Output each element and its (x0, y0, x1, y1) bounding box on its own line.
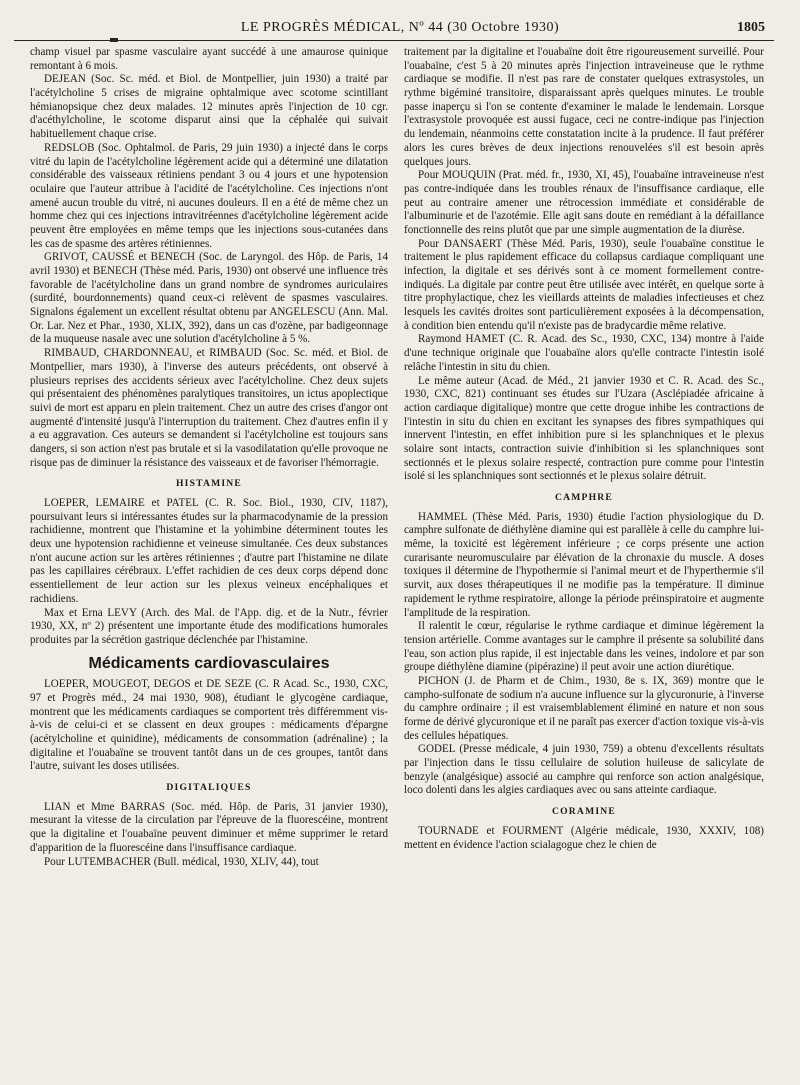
paragraph: Raymond HAMET (C. R. Acad. des Sc., 1930, CXC, 134) montre à l'aide d'une technique originale que l'ouabaïne alors qu'elle contracte l'intestin isolé relâche l'intestin in situ du chien. (404, 333, 764, 373)
paragraph: Le même auteur (Acad. de Méd., 21 janvier 1930 et C. R. Acad. des Sc., 1930, CXC, 821) continuant ses études sur l'Uzara (Asclépiadée africaine à action cardiaque digitalique) montre que cette drogue inhibe les contractions de l'intestin in situ du chien en excitant les synapses des fibres sympathiques qui innervent l'intestin, en effet inhibition pure si les splanchniques et le plexus solaire sont intacts, contraction suivie d'inhibition si les splanchniques sont sectionnés et le plexus solaire respecté, contraction pure comme pour l'intestin isolé si les splanchniques sont sectionnés et le plexus solaire détruit. (404, 374, 764, 483)
paragraph: GRIVOT, CAUSSÉ et BENECH (Soc. de Laryngol. des Hôp. de Paris, 14 avril 1930) et BENECH (Thèse méd. Paris, 1930) ont observé une influence très favorable de l'acétylcholine dans un grand nombre de syndromes auriculaires (surdité, bourdonnements) quand ceux-ci relèvent de spasmes vasculaires. Signalons également un excellent résultat obtenu par ANGELESCU (Ann. Mal. Or. Lar. Nez et Phar., 1930, XLIX, 392), dans un cas d'ozène, par badigeonnage de la muqueuse nasale avec une solution d'acétylcholine à 5 %. (30, 251, 388, 346)
paragraph: Pour DANSAERT (Thèse Méd. Paris, 1930), seule l'ouabaïne constitue le traitement le plus rapidement efficace du collapsus cardiaque compliquant une infection, la digitale et ses dérivés sont à ce moment formellement contre-indiqués. La digitale par contre peut être utilisée avec intérêt, en quelque sorte à titre prophylactique, chez les vieillards atteints de maladies infectieuses et chez lesquels les cavités droites sont particulièrement exposées à la décompensation, à condition bien entendu qu'il n'existe pas de bradycardie même relative. (404, 237, 764, 332)
paragraph: Pour MOUQUIN (Prat. méd. fr., 1930, XI, 45), l'ouabaïne intraveineuse n'est pas contre-indiquée dans les troubles rénaux de l'insuffisance cardiaque, elle peut au contraire amener une rétrocession immédiate et considérable de l'albuminurie et de l'azotémie. Elle agit sans doute en remédiant à la défaillance fonctionnelle des reins plutôt que par une simple augmentation de la diurèse. (404, 169, 764, 236)
header-rule (14, 40, 774, 41)
paragraph: DEJEAN (Soc. Sc. méd. et Biol. de Montpellier, juin 1930) a traité par l'acétylcholine 5 crises de migraine ophtalmique avec scotome scintillant hémianopsique chez deux malades. 12 minutes après l'injection de 10 cgr. d'acéthylcholine, le scotome disparut ainsi que la céphalée qui suivait habituellement chaque crise. (30, 73, 388, 141)
section-heading-histamine: HISTAMINE (175, 478, 243, 490)
paragraph: LOEPER, LEMAIRE et PATEL (C. R. Soc. Biol., 1930, CIV, 1187), poursuivant leurs si intéressantes études sur la pharmacodynamie de la pression rachidienne, montrent que l'histamine et la yohimbine déterminent toutes les deux une hypotension rachidienne et veineuse simultanée. Ces deux substances n'ont aucune action sur les artères rétiniennes ; d'autre part l'histamine ne dilate pas les capillaires cérébraux. L'effet rachidien de ces deux corps dépend donc essentiellement de leur action sur les plexus veineux encéphaliques et rachidiens. (30, 497, 388, 605)
paragraph: LIAN et Mme BARRAS (Soc. méd. Hôp. de Paris, 31 janvier 1930), mesurant la vitesse de la circulation par l'épreuve de la fluorescéine, montrent que la digitaline et l'ouabaïne peuvent diminuer et même supprimer le retard d'apparition de la fluorescéine dans l'insuffisance cardiaque. (30, 800, 388, 854)
paragraph: Max et Erna LEVY (Arch. des Mal. de l'App. dig. et de la Nutr., février 1930, XX, nº 2) présentent une importante étude des modifications humorales produites par la sécrétion gastrique déclenchée par l'histamine. (30, 606, 388, 646)
paragraph: LOEPER, MOUGEOT, DEGOS et DE SEZE (C. R Acad. Sc., 1930, CXC, 97 et Progrès méd., 24 mai 1930, 908), étudiant le glycogène cardiaque, montrent que les médicaments cardiaques se comportent très différemment vis-à-vis de celui-ci et se classent en deux groupes : médicaments d'épargne (acétylcholine et quinidine), médicaments de consommation (adrénaline) ; la digitaline et l'ouabaïne se trouvent tantôt dans un de ces groupes, tantôt dans l'autre, suivant les doses utilisées. (30, 678, 388, 773)
left-column (30, 46, 388, 1076)
paragraph: RIMBAUD, CHARDONNEAU, et RIMBAUD (Soc. Sc. méd. et Biol. de Montpellier, mars 1930), à l'inverse des auteurs précédents, ont observé à plusieurs reprises des accidents sérieux avec l'acétylcholine. Chez deux sujets qui présentaient des phénomènes paralytiques transitoires, un ictus apoplectique suivi de mort est apparu en plein traitement. Chez un autre des crises d'angor ont augmenté d'intensité jusqu'à l'interruption du traitement. Chez d'autres enfin il y a eu aggravation. Ces auteurs se demandent si l'acétylcholine est toujours sans dangers, si son action n'est pas brutale et si la vasodilatation qu'elle provoque ne risque pas de diminuer la résistance des vaisseaux et de favoriser l'hémorragie. (30, 347, 388, 469)
paragraph: Il ralentit le cœur, régularise le rythme cardiaque et diminue légèrement la tension artérielle. Comme avantages sur le camphre il présente sa solubilité dans l'eau, son action plus rapide, il est injectable dans les veines, indolore et par son groupe diéthylène diamine (pipérazine) il peut avoir une action diurétique. (404, 620, 764, 674)
header-rule-mark (110, 38, 118, 42)
paragraph: champ visuel par spasme vasculaire ayant succédé à une amaurose quinique remontant à 6 mois. (30, 46, 388, 72)
paragraph: traitement par la digitaline et l'ouabaïne doit être rigoureusement surveillé. Pour l'ouabaïne, c'est 5 à 20 minutes après l'injection intraveineuse que le rythme cardiaque se modifie. Il n'est pas rare de constater quelques extrasystoles, un rythme bigéminé transitoire, disparaissant après quelques minutes. Le trouble passe inaperçu si l'on se contente d'examiner le malade le lendemain. Lorsque l'extrasystole provoquée est aussi fugace, ceci ne contre-indique pas l'injection du lendemain, néanmoins cette constatation incite à la prudence. Il faut préférer alors les cures brèves de deux injections renouvelées s'il est besoin après quelques jours. (404, 46, 764, 168)
journal-title: LE PROGRÈS MÉDICAL, Nº 44 (30 Octobre 1930) (240, 20, 560, 35)
paragraph: PICHON (J. de Pharm et de Chim., 1930, 8e s. IX, 369) montre que le campho-sulfonate de sodium n'a aucune influence sur la glycuronurie, à l'inverse du camphre ordinaire ; il est vraisemblablement éliminé en nature et non sous forme de dérivé glycuronique et il ne paraît pas exercer d'action toxique vis-à-vis des cellules hépatiques. (404, 674, 764, 742)
section-heading-coramine: CORAMINE (552, 806, 616, 818)
page-number: 1805 (737, 20, 765, 35)
running-header (0, 0, 800, 34)
section-heading-digitaliques: DIGITALIQUES (166, 782, 252, 794)
paragraph: HAMMEL (Thèse Méd. Paris, 1930) étudie l'action physiologique du D. camphre sulfonate de diéthylène diamine qui est parallèle à celle du camphre lui-même, la toxicité est légèrement inférieure ; ce corps présente une action curarisante neuromusculaire par élévation de la chronaxie du muscle. A doses toxiques il détermine de l'hypothermie si l'animal meurt et de l'hyperthermie s'il survit, aux doses thérapeutiques il ne modifie pas la température. Il diminue rapidement le rythme respiratoire, allonge la période préinspiratoire et augmente l'amplitude de la respiration. (404, 510, 764, 619)
paragraph: Pour LUTEMBACHER (Bull. médical, 1930, XLIV, 44), tout (44, 855, 319, 868)
right-column (404, 46, 764, 1076)
paragraph: REDSLOB (Soc. Ophtalmol. de Paris, 29 juin 1930) a injecté dans le corps vitré du lapin de l'acétylcholine légèrement acide qui a déterminé une dilatation considérable des vaisseaux rétiniens pendant 3 ou 4 jours et une hypotension oculaire que l'auteur attribue à l'acidité de l'acétylcholine. Ces injections n'ont amené aucun trouble du vitré, ni aucunes douleurs. Il en a été de même chez un homme chez qui ces injections intravitréennes d'acétylcholine légèrement acide peuvent être employées en même temps que les injections sous-cutanées dans les cas de spasme des artères rétiniennes. (30, 141, 388, 250)
section-heading-cardiovasculaires: Médicaments cardiovasculaires (88, 654, 330, 672)
paragraph: TOURNADE et FOURMENT (Algérie médicale, 1930, XXXIV, 108) mettent en évidence l'action scialagogue chez le chien de (404, 824, 764, 851)
section-heading-camphre: CAMPHRE (555, 492, 613, 503)
paragraph: GODEL (Presse médicale, 4 juin 1930, 759) a obtenu d'excellents résultats par l'injection dans le tissu cellulaire de solution huileuse de salicylate de benzyle (analgésique) associé au camphre qui renforce son action analgésique, loco dolenti dans les algies cardiaques avec ou sans atteinte cardiaque. (404, 743, 764, 797)
